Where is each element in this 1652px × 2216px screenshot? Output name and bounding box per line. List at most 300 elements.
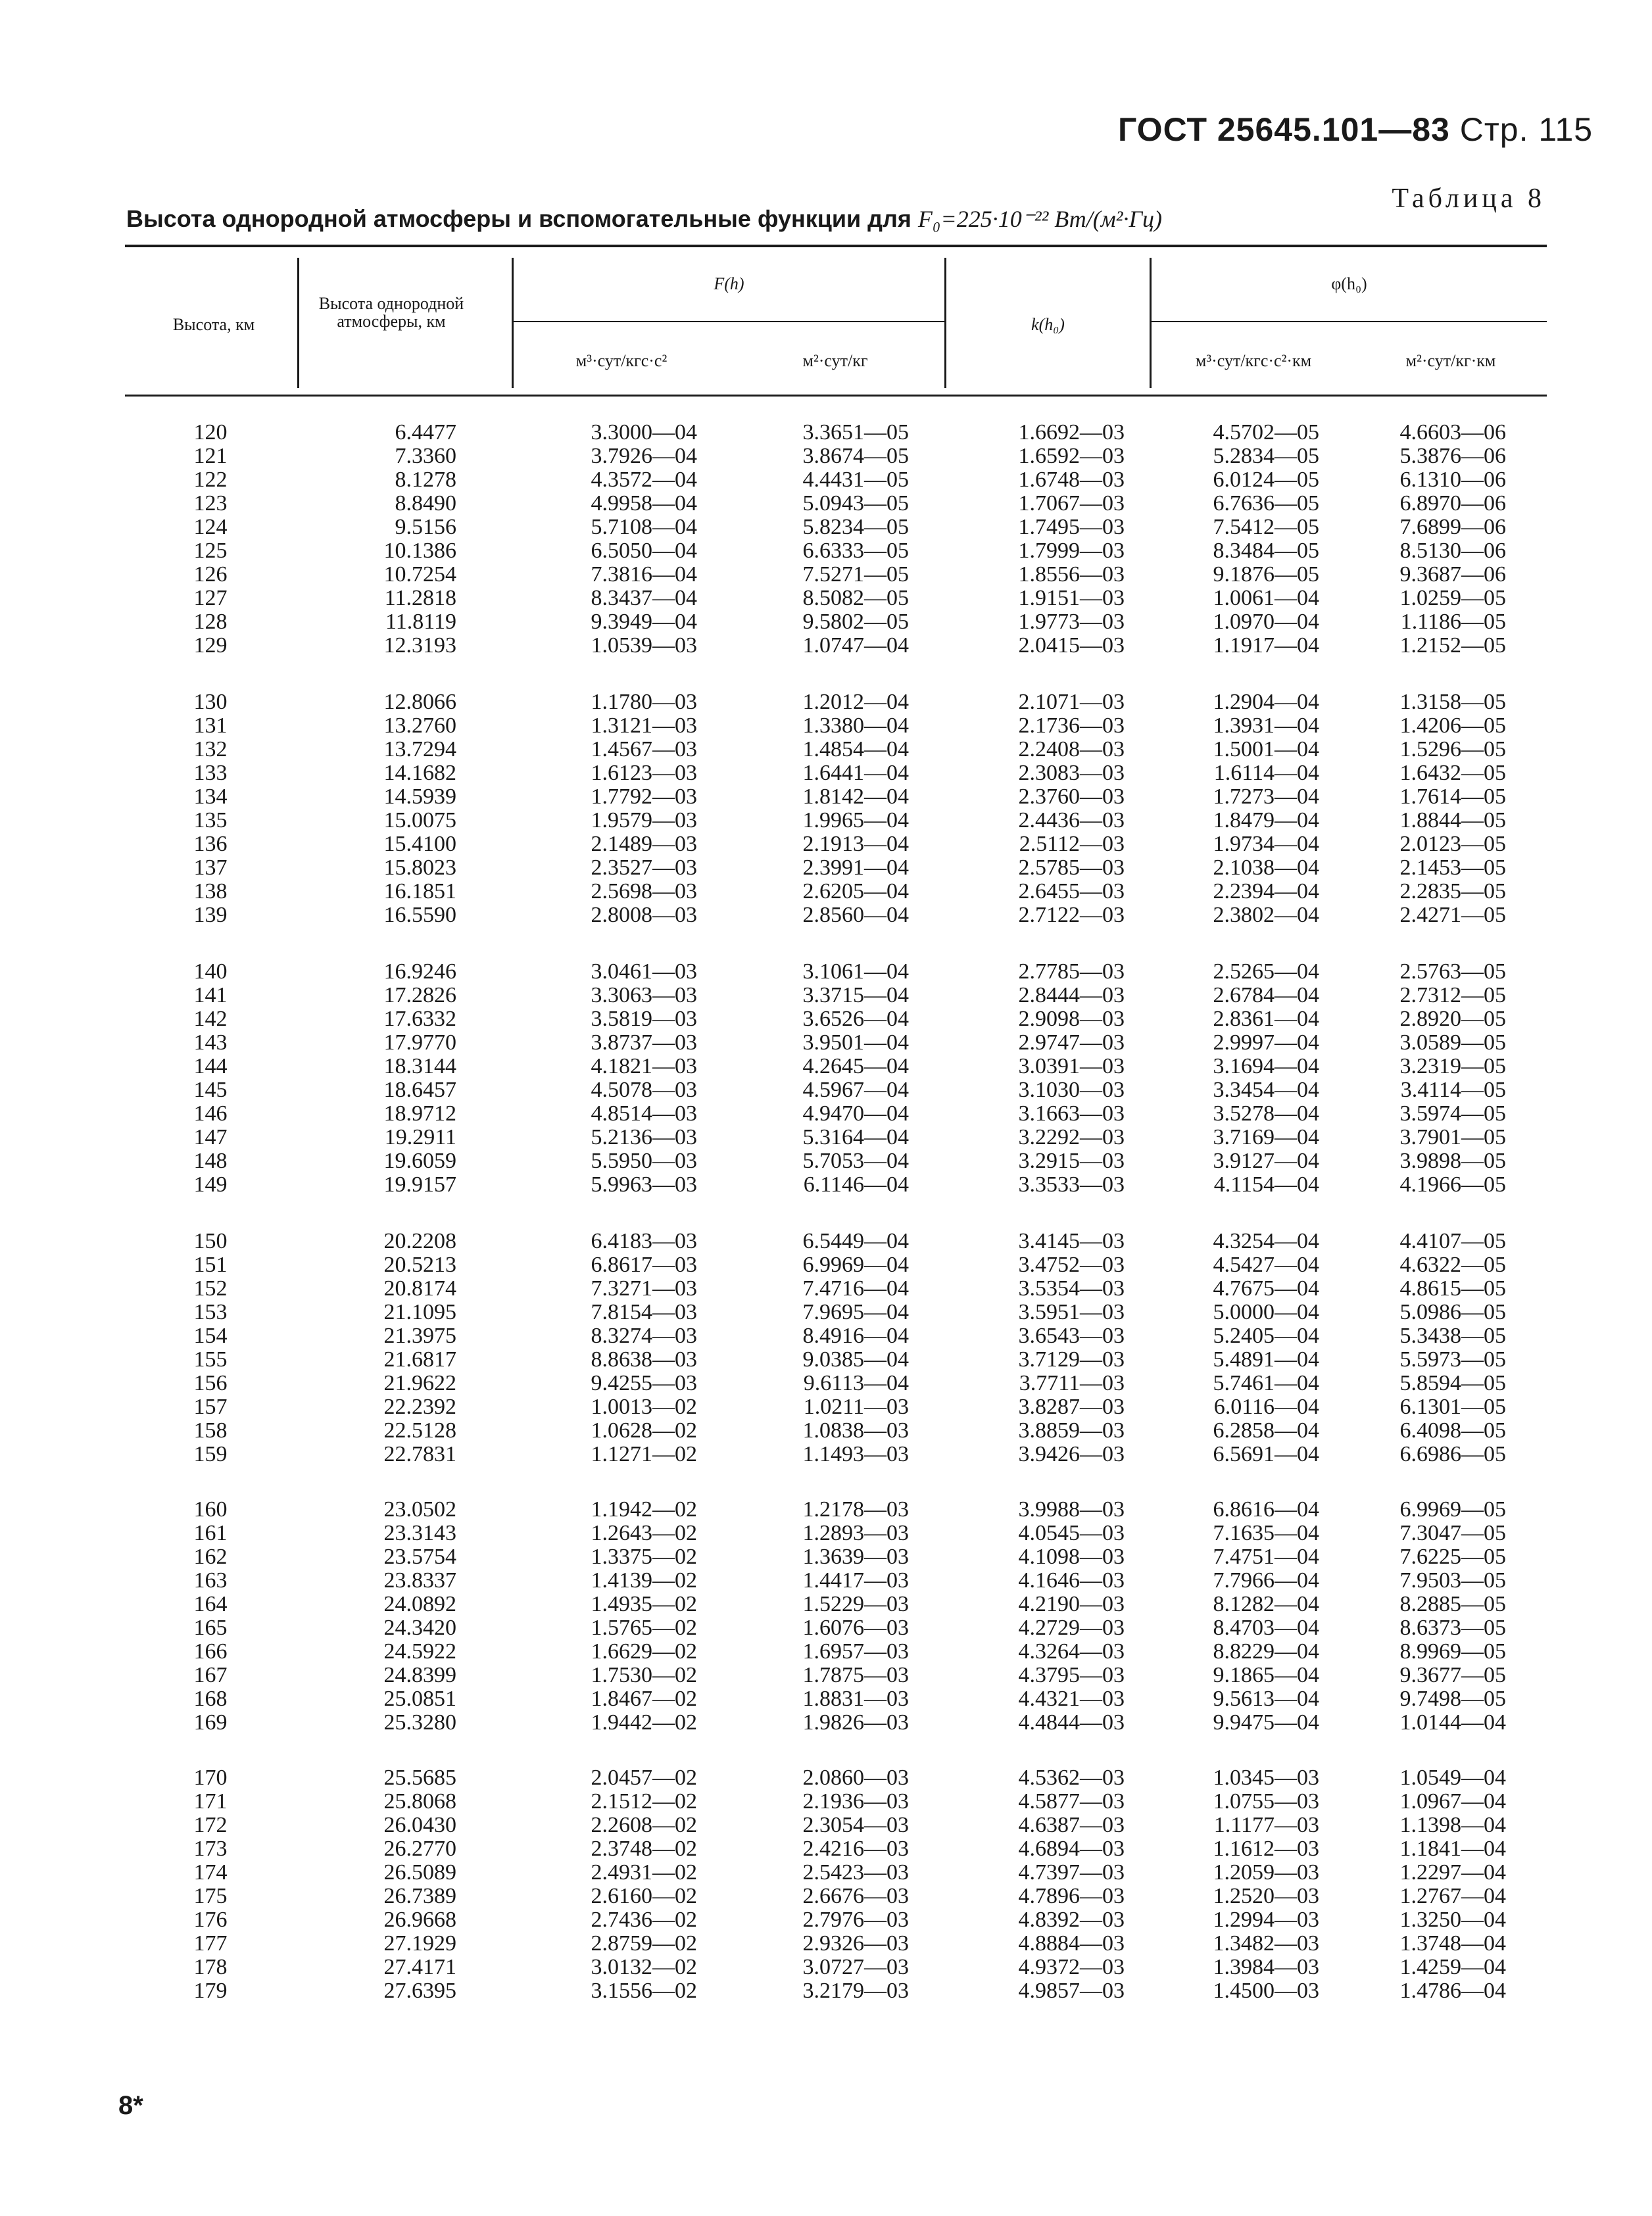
F-unit1-cell: 6.4183—03 <box>591 1229 697 1253</box>
homogeneous-height-cell: 14.1682 <box>383 761 456 785</box>
phi-unit1-cell: 1.2904—04 <box>1213 690 1319 714</box>
F-unit2-cell: 4.5967—04 <box>802 1078 909 1102</box>
page-header <box>1118 110 1593 149</box>
k-cell: 3.2292—03 <box>1018 1125 1125 1149</box>
k-cell: 1.6592—03 <box>1018 444 1125 468</box>
homogeneous-height-cell: 23.0502 <box>383 1497 456 1522</box>
table-row <box>0 1419 1652 1443</box>
altitude-cell: 169 <box>193 1710 228 1735</box>
homogeneous-height-cell: 26.9668 <box>383 1908 456 1932</box>
phi-unit1-cell: 6.8616—04 <box>1213 1497 1319 1522</box>
table-row <box>0 809 1652 832</box>
table-row <box>0 1498 1652 1522</box>
k-cell: 4.7896—03 <box>1018 1884 1125 1908</box>
homogeneous-height-cell: 17.2826 <box>383 983 456 1007</box>
homogeneous-height-cell: 27.1929 <box>383 1931 456 1956</box>
table-row <box>0 421 1652 445</box>
F-unit1-cell: 1.4567—03 <box>591 737 697 761</box>
F-unit2-cell: 1.7875—03 <box>802 1663 909 1687</box>
homogeneous-height-cell: 8.8490 <box>395 491 456 516</box>
altitude-cell: 124 <box>193 515 228 539</box>
phi-unit2-cell: 1.2297—04 <box>1399 1860 1506 1885</box>
phi-unit2-cell: 1.6432—05 <box>1399 761 1506 785</box>
phi-unit2-cell: 6.8970—06 <box>1399 491 1506 516</box>
F-unit2-cell: 3.3651—05 <box>802 420 909 445</box>
table-row <box>0 1031 1652 1055</box>
phi-unit2-cell: 1.2152—05 <box>1399 633 1506 658</box>
phi-unit1-cell: 1.7273—04 <box>1213 784 1319 809</box>
phi-unit1-cell: 7.7966—04 <box>1213 1568 1319 1593</box>
k-cell: 2.5785—03 <box>1018 855 1125 880</box>
altitude-cell: 164 <box>193 1592 228 1616</box>
F-unit1-cell: 8.3437—04 <box>591 586 697 610</box>
k-cell: 4.3264—03 <box>1018 1639 1125 1664</box>
F-unit2-cell: 2.7976—03 <box>802 1908 909 1932</box>
k-cell: 1.7999—03 <box>1018 539 1125 563</box>
k-cell: 4.1098—03 <box>1018 1545 1125 1569</box>
phi-unit1-cell: 4.5702—05 <box>1213 420 1319 445</box>
k-cell: 3.8859—03 <box>1018 1418 1125 1443</box>
F-unit2-cell: 2.6676—03 <box>802 1884 909 1908</box>
altitude-cell: 125 <box>193 539 228 563</box>
homogeneous-height-cell: 11.8119 <box>385 610 456 634</box>
col-header-phi-unit2: м²·сут/кг·км <box>1405 351 1496 370</box>
table-row <box>0 563 1652 587</box>
phi-unit2-cell: 9.7498—05 <box>1399 1687 1506 1711</box>
col-header-altitude: Высота, км <box>172 315 255 334</box>
homogeneous-height-cell: 13.7294 <box>383 737 456 761</box>
F-unit1-cell: 1.1271—02 <box>591 1442 697 1466</box>
phi-unit2-cell: 3.0589—05 <box>1399 1030 1506 1055</box>
table-row <box>0 1173 1652 1197</box>
altitude-cell: 127 <box>193 586 228 610</box>
altitude-cell: 123 <box>193 491 228 516</box>
table-row <box>0 1230 1652 1253</box>
F-unit2-cell: 2.1913—04 <box>802 832 909 856</box>
table-row <box>0 1545 1652 1569</box>
F-unit1-cell: 1.6629—02 <box>591 1639 697 1664</box>
table-row <box>0 1569 1652 1593</box>
F-unit2-cell: 1.0838—03 <box>802 1418 909 1443</box>
phi-unit1-cell: 1.0345—03 <box>1213 1766 1319 1790</box>
homogeneous-height-cell: 21.9622 <box>383 1371 456 1395</box>
table-row <box>0 714 1652 738</box>
F-unit1-cell: 7.3816—04 <box>591 562 697 587</box>
F-unit2-cell: 1.8831—03 <box>802 1687 909 1711</box>
table-row <box>0 1102 1652 1126</box>
F-unit2-cell: 1.6957—03 <box>802 1639 909 1664</box>
phi-unit2-cell: 7.6899—06 <box>1399 515 1506 539</box>
F-unit1-cell: 1.8467—02 <box>591 1687 697 1711</box>
phi-unit2-cell: 8.6373—05 <box>1399 1616 1506 1640</box>
phi-unit2-cell: 6.6986—05 <box>1399 1442 1506 1466</box>
F-unit1-cell: 1.9442—02 <box>591 1710 697 1735</box>
homogeneous-height-cell: 25.5685 <box>383 1766 456 1790</box>
phi-unit1-cell: 6.0116—04 <box>1213 1395 1319 1419</box>
phi-unit2-cell: 2.5763—05 <box>1399 959 1506 984</box>
F-unit1-cell: 3.1556—02 <box>591 1979 697 2003</box>
homogeneous-height-cell: 24.0892 <box>383 1592 456 1616</box>
homogeneous-height-cell: 23.8337 <box>383 1568 456 1593</box>
altitude-cell: 136 <box>193 832 228 856</box>
table-row <box>0 1908 1652 1932</box>
k-cell: 4.1646—03 <box>1018 1568 1125 1593</box>
table-row <box>0 1348 1652 1372</box>
F-unit2-cell: 1.2893—03 <box>802 1521 909 1545</box>
phi-unit1-cell: 2.8361—04 <box>1213 1007 1319 1031</box>
phi-unit2-cell: 1.3158—05 <box>1399 690 1506 714</box>
altitude-cell: 129 <box>193 633 228 658</box>
altitude-cell: 150 <box>193 1229 228 1253</box>
altitude-cell: 122 <box>193 468 228 492</box>
k-cell: 2.8444—03 <box>1018 983 1125 1007</box>
F-unit1-cell: 1.4935—02 <box>591 1592 697 1616</box>
homogeneous-height-cell: 25.8068 <box>383 1789 456 1814</box>
k-cell: 4.9857—03 <box>1018 1979 1125 2003</box>
F-unit2-cell: 8.4916—04 <box>802 1324 909 1348</box>
k-cell: 2.7122—03 <box>1018 903 1125 927</box>
table-row <box>0 587 1652 610</box>
altitude-cell: 156 <box>193 1371 228 1395</box>
F-unit2-cell: 1.0211—03 <box>803 1395 909 1419</box>
phi-unit2-cell: 1.4206—05 <box>1399 713 1506 738</box>
k-cell: 4.8884—03 <box>1018 1931 1125 1956</box>
F-unit2-cell: 6.9969—04 <box>802 1253 909 1277</box>
altitude-cell: 174 <box>193 1860 228 1885</box>
k-cell: 1.6692—03 <box>1018 420 1125 445</box>
phi-unit1-cell: 1.3482—03 <box>1213 1931 1319 1956</box>
altitude-cell: 126 <box>193 562 228 587</box>
F-unit1-cell: 3.8737—03 <box>591 1030 697 1055</box>
F-unit1-cell: 2.8008—03 <box>591 903 697 927</box>
altitude-cell: 130 <box>193 690 228 714</box>
altitude-cell: 177 <box>193 1931 228 1956</box>
phi-unit2-cell: 1.3250—04 <box>1399 1908 1506 1932</box>
F-unit1-cell: 8.3274—03 <box>591 1324 697 1348</box>
homogeneous-height-cell: 12.3193 <box>383 633 456 658</box>
F-unit1-cell: 8.8638—03 <box>591 1347 697 1372</box>
phi-unit2-cell: 1.0549—04 <box>1399 1766 1506 1790</box>
F-unit2-cell: 4.4431—05 <box>802 468 909 492</box>
F-unit1-cell: 9.3949—04 <box>591 610 697 634</box>
phi-unit2-cell: 2.0123—05 <box>1399 832 1506 856</box>
col-header-phi-unit1: м³·сут/кгс·с²·км <box>1195 351 1312 370</box>
F-unit2-cell: 5.7053—04 <box>802 1149 909 1173</box>
F-unit1-cell: 2.4931—02 <box>591 1860 697 1885</box>
phi-unit2-cell: 1.4786—04 <box>1399 1979 1506 2003</box>
homogeneous-height-cell: 18.6457 <box>383 1078 456 1102</box>
altitude-cell: 135 <box>193 808 228 832</box>
F-unit1-cell: 4.5078—03 <box>591 1078 697 1102</box>
altitude-cell: 170 <box>193 1766 228 1790</box>
table-row <box>0 1522 1652 1545</box>
k-cell: 1.7495—03 <box>1018 515 1125 539</box>
phi-unit1-cell: 1.1612—03 <box>1213 1837 1319 1861</box>
table-row <box>0 1126 1652 1149</box>
F-unit2-cell: 4.9470—04 <box>802 1101 909 1126</box>
phi-unit1-cell: 7.1635—04 <box>1213 1521 1319 1545</box>
phi-unit2-cell: 7.9503—05 <box>1399 1568 1506 1593</box>
table-row <box>0 1814 1652 1837</box>
k-cell: 2.1736—03 <box>1018 713 1125 738</box>
k-cell: 2.3083—03 <box>1018 761 1125 785</box>
phi-unit1-cell: 3.1694—04 <box>1213 1054 1319 1078</box>
phi-unit1-cell: 1.5001—04 <box>1213 737 1319 761</box>
table-row <box>0 1395 1652 1419</box>
phi-unit1-cell: 1.2059—03 <box>1213 1860 1319 1885</box>
phi-unit1-cell: 8.3484—05 <box>1213 539 1319 563</box>
phi-unit2-cell: 6.4098—05 <box>1399 1418 1506 1443</box>
table-row <box>0 468 1652 492</box>
phi-unit2-cell: 4.1966—05 <box>1399 1172 1506 1197</box>
F-unit2-cell: 5.3164—04 <box>802 1125 909 1149</box>
phi-unit2-cell: 4.8615—05 <box>1399 1276 1506 1301</box>
F-unit1-cell: 2.3527—03 <box>591 855 697 880</box>
k-cell: 4.9372—03 <box>1018 1955 1125 1979</box>
table-row <box>0 1616 1652 1640</box>
F-unit1-cell: 3.0132—02 <box>591 1955 697 1979</box>
table-row <box>0 1687 1652 1711</box>
F-unit1-cell: 9.4255—03 <box>591 1371 697 1395</box>
F-unit1-cell: 2.1489—03 <box>591 832 697 856</box>
homogeneous-height-cell: 20.8174 <box>383 1276 456 1301</box>
k-cell: 4.4844—03 <box>1018 1710 1125 1735</box>
phi-unit2-cell: 3.7901—05 <box>1399 1125 1506 1149</box>
table-row <box>0 960 1652 984</box>
phi-unit2-cell: 8.5130—06 <box>1399 539 1506 563</box>
F-unit2-cell: 3.1061—04 <box>802 959 909 984</box>
table-row <box>0 1711 1652 1735</box>
altitude-cell: 162 <box>193 1545 228 1569</box>
footer-mark: 8* <box>118 2091 143 2120</box>
altitude-cell: 178 <box>193 1955 228 1979</box>
table-header-bottom-rule <box>125 395 1547 397</box>
F-unit2-cell: 9.5802—05 <box>802 610 909 634</box>
F-unit2-cell: 2.1936—03 <box>802 1789 909 1814</box>
phi-unit1-cell: 5.0000—04 <box>1213 1300 1319 1324</box>
altitude-cell: 137 <box>193 855 228 880</box>
phi-unit1-cell: 8.8229—04 <box>1213 1639 1319 1664</box>
altitude-cell: 128 <box>193 610 228 634</box>
col-header-F-unit2: м²·сут/кг <box>802 351 868 370</box>
F-unit1-cell: 1.9579—03 <box>591 808 697 832</box>
k-cell: 3.8287—03 <box>1018 1395 1125 1419</box>
homogeneous-height-cell: 6.4477 <box>395 420 456 445</box>
phi-unit1-cell: 1.1917—04 <box>1213 633 1319 658</box>
F-unit2-cell: 2.6205—04 <box>802 879 909 903</box>
k-cell: 2.6455—03 <box>1018 879 1125 903</box>
F-unit1-cell: 5.9963—03 <box>591 1172 697 1197</box>
F-unit2-cell: 1.4417—03 <box>802 1568 909 1593</box>
homogeneous-height-cell: 20.2208 <box>383 1229 456 1253</box>
altitude-cell: 157 <box>193 1395 228 1419</box>
F-unit2-cell: 5.8234—05 <box>802 515 909 539</box>
altitude-cell: 172 <box>193 1813 228 1837</box>
k-cell: 1.9773—03 <box>1018 610 1125 634</box>
phi-unit1-cell: 1.8479—04 <box>1213 808 1319 832</box>
col-header-F-unit1: м³·сут/кгс·с² <box>575 351 668 370</box>
altitude-cell: 139 <box>193 903 228 927</box>
altitude-cell: 160 <box>193 1497 228 1522</box>
phi-unit1-cell: 8.4703—04 <box>1213 1616 1319 1640</box>
caption-formula: F₀=225·10⁻²² Вт/(м²·Гц) <box>917 206 1162 232</box>
F-unit2-cell: 2.3054—03 <box>802 1813 909 1837</box>
k-cell: 2.0415—03 <box>1018 633 1125 658</box>
F-unit1-cell: 4.8514—03 <box>591 1101 697 1126</box>
F-unit1-cell: 1.4139—02 <box>591 1568 697 1593</box>
F-unit1-cell: 1.7792—03 <box>591 784 697 809</box>
k-cell: 4.2190—03 <box>1018 1592 1125 1616</box>
table-row <box>0 832 1652 856</box>
F-unit1-cell: 7.3271—03 <box>591 1276 697 1301</box>
phi-unit1-cell: 5.2834—05 <box>1213 444 1319 468</box>
phi-unit2-cell: 1.1841—04 <box>1399 1837 1506 1861</box>
F-unit2-cell: 5.0943—05 <box>802 491 909 516</box>
F-unit2-cell: 3.6526—04 <box>802 1007 909 1031</box>
F-unit2-cell: 1.5229—03 <box>802 1592 909 1616</box>
phi-unit1-cell: 5.7461—04 <box>1213 1371 1319 1395</box>
homogeneous-height-cell: 26.5089 <box>383 1860 456 1885</box>
altitude-cell: 143 <box>193 1030 228 1055</box>
table-row <box>0 1861 1652 1885</box>
phi-unit1-cell: 9.5613—04 <box>1213 1687 1319 1711</box>
phi-unit2-cell: 3.9898—05 <box>1399 1149 1506 1173</box>
phi-unit2-cell: 5.5973—05 <box>1399 1347 1506 1372</box>
phi-unit1-cell: 4.1154—04 <box>1213 1172 1319 1197</box>
homogeneous-height-cell: 22.7831 <box>383 1442 456 1466</box>
phi-unit2-cell: 1.7614—05 <box>1399 784 1506 809</box>
k-cell: 4.6894—03 <box>1018 1837 1125 1861</box>
phi-unit2-cell: 7.6225—05 <box>1399 1545 1506 1569</box>
homogeneous-height-cell: 10.7254 <box>383 562 456 587</box>
homogeneous-height-cell: 19.9157 <box>383 1172 456 1197</box>
homogeneous-height-cell: 21.1095 <box>383 1300 456 1324</box>
k-cell: 2.9747—03 <box>1018 1030 1125 1055</box>
homogeneous-height-cell: 22.2392 <box>383 1395 456 1419</box>
F-unit2-cell: 1.6076—03 <box>802 1616 909 1640</box>
altitude-cell: 151 <box>193 1253 228 1277</box>
table-row <box>0 1979 1652 2003</box>
altitude-cell: 147 <box>193 1125 228 1149</box>
table-row <box>0 903 1652 927</box>
k-cell: 2.7785—03 <box>1018 959 1125 984</box>
page-number: Стр. 115 <box>1459 111 1593 148</box>
altitude-cell: 148 <box>193 1149 228 1173</box>
phi-unit1-cell: 2.3802—04 <box>1213 903 1319 927</box>
phi-unit2-cell: 1.1186—05 <box>1400 610 1506 634</box>
F-unit2-cell: 2.5423—03 <box>802 1860 909 1885</box>
table-row <box>0 1790 1652 1814</box>
phi-unit2-cell: 1.0259—05 <box>1399 586 1506 610</box>
F-unit1-cell: 2.0457—02 <box>591 1766 697 1790</box>
altitude-cell: 173 <box>193 1837 228 1861</box>
F-unit1-cell: 2.3748—02 <box>591 1837 697 1861</box>
F-unit1-cell: 4.1821—03 <box>591 1054 697 1078</box>
F-unit1-cell: 3.0461—03 <box>591 959 697 984</box>
phi-unit1-cell: 1.0755—03 <box>1213 1789 1319 1814</box>
homogeneous-height-cell: 9.5156 <box>395 515 456 539</box>
F-unit1-cell: 3.3000—04 <box>591 420 697 445</box>
homogeneous-height-cell: 16.5590 <box>383 903 456 927</box>
phi-unit2-cell: 4.6322—05 <box>1399 1253 1506 1277</box>
table-row <box>0 1055 1652 1078</box>
F-unit1-cell: 3.7926—04 <box>591 444 697 468</box>
F-unit1-cell: 3.3063—03 <box>591 983 697 1007</box>
phi-unit1-cell: 9.1876—05 <box>1213 562 1319 587</box>
altitude-cell: 155 <box>193 1347 228 1372</box>
F-unit1-cell: 3.5819—03 <box>591 1007 697 1031</box>
table-row <box>0 738 1652 761</box>
phi-unit2-cell: 8.9969—05 <box>1399 1639 1506 1664</box>
F-unit2-cell: 1.3380—04 <box>802 713 909 738</box>
table-top-rule <box>125 245 1547 247</box>
phi-unit1-cell: 6.7636—05 <box>1213 491 1319 516</box>
altitude-cell: 142 <box>193 1007 228 1031</box>
phi-unit1-cell: 2.5265—04 <box>1213 959 1319 984</box>
homogeneous-height-cell: 23.5754 <box>383 1545 456 1569</box>
table-row <box>0 492 1652 516</box>
k-cell: 3.5354—03 <box>1018 1276 1125 1301</box>
phi-unit2-cell: 3.5974—05 <box>1399 1101 1506 1126</box>
homogeneous-height-cell: 8.1278 <box>395 468 456 492</box>
altitude-cell: 132 <box>193 737 228 761</box>
phi-unit1-cell: 4.5427—04 <box>1213 1253 1319 1277</box>
F-unit1-cell: 2.8759—02 <box>591 1931 697 1956</box>
altitude-cell: 120 <box>193 420 228 445</box>
k-cell: 3.4752—03 <box>1018 1253 1125 1277</box>
homogeneous-height-cell: 19.2911 <box>384 1125 456 1149</box>
homogeneous-height-cell: 15.0075 <box>383 808 456 832</box>
table-caption <box>126 205 1547 233</box>
homogeneous-height-cell: 11.2818 <box>384 586 456 610</box>
phi-unit1-cell: 9.9475—04 <box>1213 1710 1319 1735</box>
altitude-cell: 163 <box>193 1568 228 1593</box>
altitude-cell: 165 <box>193 1616 228 1640</box>
phi-unit1-cell: 6.2858—04 <box>1213 1418 1319 1443</box>
table-row <box>0 1593 1652 1616</box>
phi-unit1-cell: 2.9997—04 <box>1213 1030 1319 1055</box>
table-row <box>0 1149 1652 1173</box>
k-cell: 3.4145—03 <box>1018 1229 1125 1253</box>
F-unit1-cell: 4.9958—04 <box>591 491 697 516</box>
altitude-cell: 171 <box>193 1789 228 1814</box>
phi-unit2-cell: 1.8844—05 <box>1399 808 1506 832</box>
k-cell: 4.7397—03 <box>1018 1860 1125 1885</box>
phi-unit2-cell: 6.1301—05 <box>1399 1395 1506 1419</box>
F-unit2-cell: 1.6441—04 <box>802 761 909 785</box>
phi-unit1-cell: 8.1282—04 <box>1213 1592 1319 1616</box>
homogeneous-height-cell: 17.6332 <box>383 1007 456 1031</box>
phi-unit2-cell: 2.4271—05 <box>1399 903 1506 927</box>
phi-unit1-cell: 5.4891—04 <box>1213 1347 1319 1372</box>
phi-unit2-cell: 9.3687—06 <box>1399 562 1506 587</box>
F-unit1-cell: 2.5698—03 <box>591 879 697 903</box>
F-unit2-cell: 2.0860—03 <box>802 1766 909 1790</box>
phi-unit1-cell: 1.3931—04 <box>1213 713 1319 738</box>
table-row <box>0 984 1652 1007</box>
F-unit1-cell: 1.3375—02 <box>591 1545 697 1569</box>
homogeneous-height-cell: 20.5213 <box>383 1253 456 1277</box>
phi-unit2-cell: 2.8920—05 <box>1399 1007 1506 1031</box>
table-row <box>0 1443 1652 1466</box>
phi-unit2-cell: 3.2319—05 <box>1399 1054 1506 1078</box>
homogeneous-height-cell: 25.0851 <box>383 1687 456 1711</box>
F-unit1-cell: 1.0628—02 <box>591 1418 697 1443</box>
phi-unit2-cell: 9.3677—05 <box>1399 1663 1506 1687</box>
table-row <box>0 785 1652 809</box>
altitude-cell: 146 <box>193 1101 228 1126</box>
k-cell: 4.4321—03 <box>1018 1687 1125 1711</box>
